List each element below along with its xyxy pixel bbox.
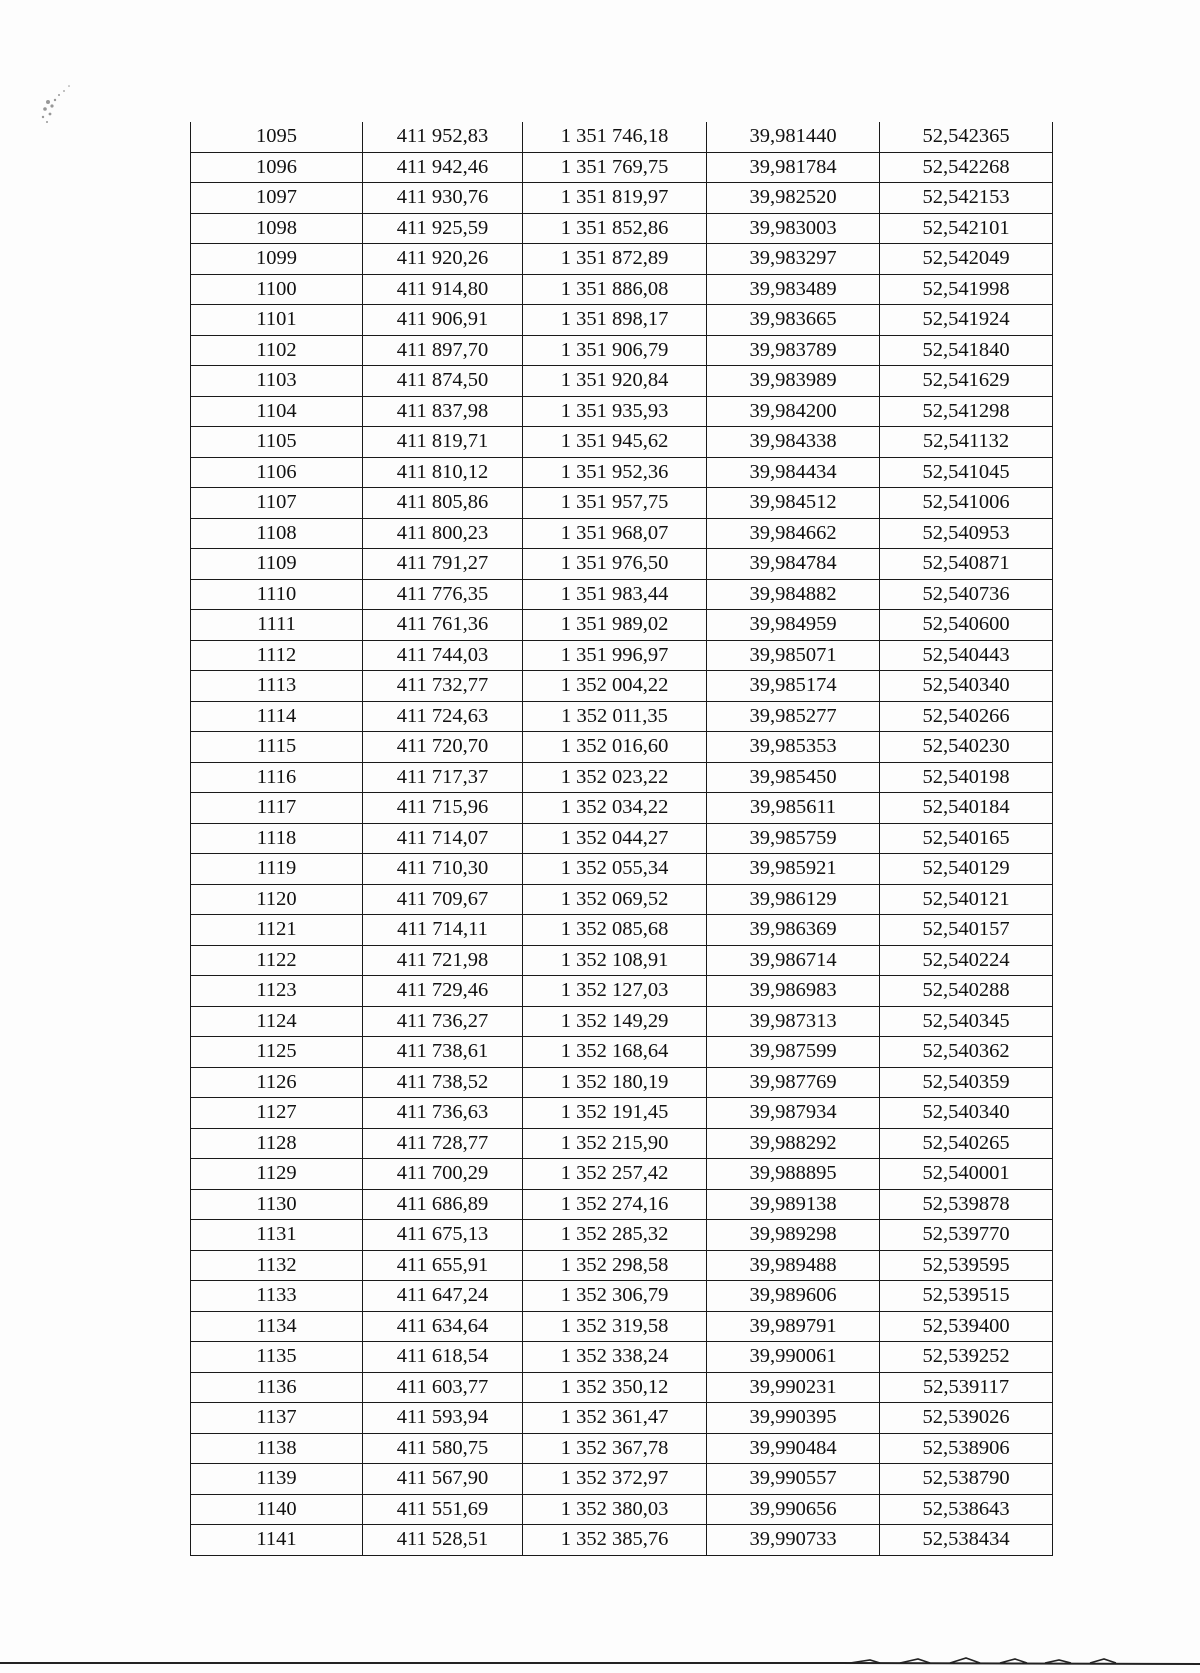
longitude-cell: 52,540001: [880, 1159, 1053, 1190]
longitude-cell: 52,542153: [880, 183, 1053, 214]
longitude-cell: 52,540121: [880, 884, 1053, 915]
point-number-cell: 1140: [191, 1494, 363, 1525]
longitude-cell: 52,540224: [880, 945, 1053, 976]
table-row: [191, 823, 1053, 854]
x-coordinate-cell: 411 717,37: [363, 762, 523, 793]
y-coordinate-cell: 1 351 952,36: [523, 457, 707, 488]
point-number-cell: 1120: [191, 884, 363, 915]
x-coordinate-cell: 411 580,75: [363, 1433, 523, 1464]
latitude-cell: 39,987934: [707, 1098, 880, 1129]
x-coordinate-cell: 411 897,70: [363, 335, 523, 366]
x-coordinate-cell: 411 874,50: [363, 366, 523, 397]
x-coordinate-cell: 411 805,86: [363, 488, 523, 519]
x-coordinate-cell: 411 819,71: [363, 427, 523, 458]
latitude-cell: 39,984662: [707, 518, 880, 549]
point-number-cell: 1111: [191, 610, 363, 641]
latitude-cell: 39,984434: [707, 457, 880, 488]
point-number-cell: 1101: [191, 305, 363, 336]
longitude-cell: 52,540340: [880, 1098, 1053, 1129]
latitude-cell: 39,987599: [707, 1037, 880, 1068]
point-number-cell: 1134: [191, 1311, 363, 1342]
y-coordinate-cell: 1 351 886,08: [523, 274, 707, 305]
y-coordinate-cell: 1 352 044,27: [523, 823, 707, 854]
longitude-cell: 52,539117: [880, 1372, 1053, 1403]
x-coordinate-cell: 411 647,24: [363, 1281, 523, 1312]
longitude-cell: 52,541840: [880, 335, 1053, 366]
latitude-cell: 39,984959: [707, 610, 880, 641]
table-row: [191, 1189, 1053, 1220]
point-number-cell: 1128: [191, 1128, 363, 1159]
longitude-cell: 52,539515: [880, 1281, 1053, 1312]
y-coordinate-cell: 1 351 906,79: [523, 335, 707, 366]
point-number-cell: 1116: [191, 762, 363, 793]
longitude-cell: 52,541924: [880, 305, 1053, 336]
longitude-cell: 52,540184: [880, 793, 1053, 824]
table-row: [191, 1159, 1053, 1190]
y-coordinate-cell: 1 351 945,62: [523, 427, 707, 458]
point-number-cell: 1129: [191, 1159, 363, 1190]
latitude-cell: 39,986983: [707, 976, 880, 1007]
y-coordinate-cell: 1 352 274,16: [523, 1189, 707, 1220]
point-number-cell: 1123: [191, 976, 363, 1007]
latitude-cell: 39,989488: [707, 1250, 880, 1281]
y-coordinate-cell: 1 352 168,64: [523, 1037, 707, 1068]
table-row: [191, 1494, 1053, 1525]
longitude-cell: 52,538643: [880, 1494, 1053, 1525]
x-coordinate-cell: 411 709,67: [363, 884, 523, 915]
x-coordinate-cell: 411 736,27: [363, 1006, 523, 1037]
point-number-cell: 1119: [191, 854, 363, 885]
x-coordinate-cell: 411 721,98: [363, 945, 523, 976]
longitude-cell: 52,539252: [880, 1342, 1053, 1373]
latitude-cell: 39,986369: [707, 915, 880, 946]
point-number-cell: 1118: [191, 823, 363, 854]
y-coordinate-cell: 1 352 338,24: [523, 1342, 707, 1373]
y-coordinate-cell: 1 352 108,91: [523, 945, 707, 976]
table-row: [191, 457, 1053, 488]
table-row: [191, 1128, 1053, 1159]
longitude-cell: 52,540198: [880, 762, 1053, 793]
table-row: [191, 1311, 1053, 1342]
longitude-cell: 52,541132: [880, 427, 1053, 458]
latitude-cell: 39,982520: [707, 183, 880, 214]
longitude-cell: 52,542365: [880, 122, 1053, 152]
x-coordinate-cell: 411 738,61: [363, 1037, 523, 1068]
point-number-cell: 1105: [191, 427, 363, 458]
y-coordinate-cell: 1 352 361,47: [523, 1403, 707, 1434]
point-number-cell: 1138: [191, 1433, 363, 1464]
longitude-cell: 52,539400: [880, 1311, 1053, 1342]
x-coordinate-cell: 411 593,94: [363, 1403, 523, 1434]
latitude-cell: 39,985611: [707, 793, 880, 824]
longitude-cell: 52,540359: [880, 1067, 1053, 1098]
y-coordinate-cell: 1 352 367,78: [523, 1433, 707, 1464]
y-coordinate-cell: 1 351 920,84: [523, 366, 707, 397]
x-coordinate-cell: 411 738,52: [363, 1067, 523, 1098]
coordinates-table-body: [191, 122, 1053, 1555]
table-row: [191, 1098, 1053, 1129]
longitude-cell: 52,540266: [880, 701, 1053, 732]
latitude-cell: 39,983789: [707, 335, 880, 366]
latitude-cell: 39,990061: [707, 1342, 880, 1373]
table-row: [191, 244, 1053, 275]
y-coordinate-cell: 1 352 306,79: [523, 1281, 707, 1312]
longitude-cell: 52,540340: [880, 671, 1053, 702]
longitude-cell: 52,539595: [880, 1250, 1053, 1281]
point-number-cell: 1100: [191, 274, 363, 305]
y-coordinate-cell: 1 351 996,97: [523, 640, 707, 671]
point-number-cell: 1117: [191, 793, 363, 824]
latitude-cell: 39,988292: [707, 1128, 880, 1159]
y-coordinate-cell: 1 352 149,29: [523, 1006, 707, 1037]
longitude-cell: 52,539770: [880, 1220, 1053, 1251]
latitude-cell: 39,990733: [707, 1525, 880, 1556]
x-coordinate-cell: 411 920,26: [363, 244, 523, 275]
table-row: [191, 183, 1053, 214]
table-row: [191, 1006, 1053, 1037]
x-coordinate-cell: 411 714,11: [363, 915, 523, 946]
latitude-cell: 39,984784: [707, 549, 880, 580]
x-coordinate-cell: 411 714,07: [363, 823, 523, 854]
table-row: [191, 213, 1053, 244]
latitude-cell: 39,985759: [707, 823, 880, 854]
latitude-cell: 39,985921: [707, 854, 880, 885]
table-row: [191, 488, 1053, 519]
x-coordinate-cell: 411 732,77: [363, 671, 523, 702]
point-number-cell: 1136: [191, 1372, 363, 1403]
point-number-cell: 1112: [191, 640, 363, 671]
y-coordinate-cell: 1 352 127,03: [523, 976, 707, 1007]
latitude-cell: 39,981784: [707, 152, 880, 183]
point-number-cell: 1107: [191, 488, 363, 519]
y-coordinate-cell: 1 352 004,22: [523, 671, 707, 702]
table-row: [191, 274, 1053, 305]
point-number-cell: 1133: [191, 1281, 363, 1312]
latitude-cell: 39,985353: [707, 732, 880, 763]
table-row: [191, 1067, 1053, 1098]
point-number-cell: 1122: [191, 945, 363, 976]
latitude-cell: 39,984882: [707, 579, 880, 610]
y-coordinate-cell: 1 351 957,75: [523, 488, 707, 519]
y-coordinate-cell: 1 352 215,90: [523, 1128, 707, 1159]
point-number-cell: 1097: [191, 183, 363, 214]
latitude-cell: 39,990557: [707, 1464, 880, 1495]
table-row: [191, 1220, 1053, 1251]
longitude-cell: 52,538906: [880, 1433, 1053, 1464]
table-row: [191, 518, 1053, 549]
x-coordinate-cell: 411 715,96: [363, 793, 523, 824]
x-coordinate-cell: 411 914,80: [363, 274, 523, 305]
longitude-cell: 52,542268: [880, 152, 1053, 183]
x-coordinate-cell: 411 776,35: [363, 579, 523, 610]
table-row: [191, 610, 1053, 641]
point-number-cell: 1103: [191, 366, 363, 397]
x-coordinate-cell: 411 700,29: [363, 1159, 523, 1190]
latitude-cell: 39,981440: [707, 122, 880, 152]
longitude-cell: 52,541629: [880, 366, 1053, 397]
y-coordinate-cell: 1 351 935,93: [523, 396, 707, 427]
longitude-cell: 52,540871: [880, 549, 1053, 580]
y-coordinate-cell: 1 352 180,19: [523, 1067, 707, 1098]
latitude-cell: 39,985174: [707, 671, 880, 702]
table-row: [191, 427, 1053, 458]
x-coordinate-cell: 411 528,51: [363, 1525, 523, 1556]
y-coordinate-cell: 1 351 968,07: [523, 518, 707, 549]
x-coordinate-cell: 411 810,12: [363, 457, 523, 488]
x-coordinate-cell: 411 744,03: [363, 640, 523, 671]
table-row: [191, 1464, 1053, 1495]
x-coordinate-cell: 411 686,89: [363, 1189, 523, 1220]
x-coordinate-cell: 411 728,77: [363, 1128, 523, 1159]
y-coordinate-cell: 1 351 769,75: [523, 152, 707, 183]
table-row: [191, 1342, 1053, 1373]
y-coordinate-cell: 1 351 989,02: [523, 610, 707, 641]
coordinates-table: [190, 122, 1053, 1556]
point-number-cell: 1115: [191, 732, 363, 763]
table-row: [191, 396, 1053, 427]
table-row: [191, 701, 1053, 732]
longitude-cell: 52,538434: [880, 1525, 1053, 1556]
latitude-cell: 39,987313: [707, 1006, 880, 1037]
latitude-cell: 39,985277: [707, 701, 880, 732]
longitude-cell: 52,540230: [880, 732, 1053, 763]
x-coordinate-cell: 411 634,64: [363, 1311, 523, 1342]
y-coordinate-cell: 1 352 285,32: [523, 1220, 707, 1251]
point-number-cell: 1127: [191, 1098, 363, 1129]
y-coordinate-cell: 1 352 069,52: [523, 884, 707, 915]
y-coordinate-cell: 1 352 023,22: [523, 762, 707, 793]
latitude-cell: 39,983297: [707, 244, 880, 275]
y-coordinate-cell: 1 351 976,50: [523, 549, 707, 580]
point-number-cell: 1132: [191, 1250, 363, 1281]
latitude-cell: 39,984512: [707, 488, 880, 519]
x-coordinate-cell: 411 720,70: [363, 732, 523, 763]
point-number-cell: 1096: [191, 152, 363, 183]
point-number-cell: 1095: [191, 122, 363, 152]
scan-smudge-mark: [28, 62, 88, 152]
longitude-cell: 52,538790: [880, 1464, 1053, 1495]
table-row: [191, 1281, 1053, 1312]
x-coordinate-cell: 411 800,23: [363, 518, 523, 549]
point-number-cell: 1099: [191, 244, 363, 275]
table-row: [191, 884, 1053, 915]
point-number-cell: 1141: [191, 1525, 363, 1556]
latitude-cell: 39,990395: [707, 1403, 880, 1434]
y-coordinate-cell: 1 351 746,18: [523, 122, 707, 152]
longitude-cell: 52,541045: [880, 457, 1053, 488]
point-number-cell: 1124: [191, 1006, 363, 1037]
y-coordinate-cell: 1 351 872,89: [523, 244, 707, 275]
point-number-cell: 1131: [191, 1220, 363, 1251]
latitude-cell: 39,989791: [707, 1311, 880, 1342]
table-row: [191, 1250, 1053, 1281]
table-row: [191, 305, 1053, 336]
x-coordinate-cell: 411 761,36: [363, 610, 523, 641]
x-coordinate-cell: 411 675,13: [363, 1220, 523, 1251]
latitude-cell: 39,986129: [707, 884, 880, 915]
table-row: [191, 366, 1053, 397]
y-coordinate-cell: 1 352 298,58: [523, 1250, 707, 1281]
latitude-cell: 39,990656: [707, 1494, 880, 1525]
latitude-cell: 39,989138: [707, 1189, 880, 1220]
latitude-cell: 39,990231: [707, 1372, 880, 1403]
x-coordinate-cell: 411 618,54: [363, 1342, 523, 1373]
table-row: [191, 671, 1053, 702]
x-coordinate-cell: 411 930,76: [363, 183, 523, 214]
point-number-cell: 1098: [191, 213, 363, 244]
latitude-cell: 39,990484: [707, 1433, 880, 1464]
longitude-cell: 52,539878: [880, 1189, 1053, 1220]
point-number-cell: 1110: [191, 579, 363, 610]
latitude-cell: 39,987769: [707, 1067, 880, 1098]
longitude-cell: 52,540165: [880, 823, 1053, 854]
latitude-cell: 39,983989: [707, 366, 880, 397]
y-coordinate-cell: 1 352 385,76: [523, 1525, 707, 1556]
table-row: [191, 1372, 1053, 1403]
longitude-cell: 52,540345: [880, 1006, 1053, 1037]
y-coordinate-cell: 1 352 016,60: [523, 732, 707, 763]
point-number-cell: 1137: [191, 1403, 363, 1434]
x-coordinate-cell: 411 724,63: [363, 701, 523, 732]
table-row: [191, 1433, 1053, 1464]
latitude-cell: 39,983003: [707, 213, 880, 244]
x-coordinate-cell: 411 710,30: [363, 854, 523, 885]
table-row: [191, 335, 1053, 366]
table-row: [191, 579, 1053, 610]
point-number-cell: 1126: [191, 1067, 363, 1098]
y-coordinate-cell: 1 352 191,45: [523, 1098, 707, 1129]
y-coordinate-cell: 1 352 257,42: [523, 1159, 707, 1190]
table-row: [191, 945, 1053, 976]
longitude-cell: 52,541006: [880, 488, 1053, 519]
footer-rule: [0, 1655, 1200, 1673]
point-number-cell: 1121: [191, 915, 363, 946]
y-coordinate-cell: 1 352 350,12: [523, 1372, 707, 1403]
point-number-cell: 1108: [191, 518, 363, 549]
y-coordinate-cell: 1 352 380,03: [523, 1494, 707, 1525]
point-number-cell: 1102: [191, 335, 363, 366]
point-number-cell: 1114: [191, 701, 363, 732]
x-coordinate-cell: 411 925,59: [363, 213, 523, 244]
latitude-cell: 39,983665: [707, 305, 880, 336]
table-row: [191, 854, 1053, 885]
latitude-cell: 39,985450: [707, 762, 880, 793]
longitude-cell: 52,540265: [880, 1128, 1053, 1159]
point-number-cell: 1113: [191, 671, 363, 702]
longitude-cell: 52,541998: [880, 274, 1053, 305]
x-coordinate-cell: 411 603,77: [363, 1372, 523, 1403]
table-row: [191, 915, 1053, 946]
y-coordinate-cell: 1 352 085,68: [523, 915, 707, 946]
x-coordinate-cell: 411 942,46: [363, 152, 523, 183]
x-coordinate-cell: 411 567,90: [363, 1464, 523, 1495]
point-number-cell: 1104: [191, 396, 363, 427]
latitude-cell: 39,984200: [707, 396, 880, 427]
point-number-cell: 1130: [191, 1189, 363, 1220]
y-coordinate-cell: 1 352 319,58: [523, 1311, 707, 1342]
longitude-cell: 52,542101: [880, 213, 1053, 244]
latitude-cell: 39,985071: [707, 640, 880, 671]
y-coordinate-cell: 1 352 055,34: [523, 854, 707, 885]
table-row: [191, 793, 1053, 824]
x-coordinate-cell: 411 906,91: [363, 305, 523, 336]
point-number-cell: 1135: [191, 1342, 363, 1373]
table-row: [191, 1037, 1053, 1068]
y-coordinate-cell: 1 351 852,86: [523, 213, 707, 244]
x-coordinate-cell: 411 837,98: [363, 396, 523, 427]
latitude-cell: 39,989298: [707, 1220, 880, 1251]
x-coordinate-cell: 411 952,83: [363, 122, 523, 152]
point-number-cell: 1109: [191, 549, 363, 580]
table-row: [191, 549, 1053, 580]
y-coordinate-cell: 1 352 372,97: [523, 1464, 707, 1495]
latitude-cell: 39,988895: [707, 1159, 880, 1190]
longitude-cell: 52,540157: [880, 915, 1053, 946]
table-row: [191, 976, 1053, 1007]
x-coordinate-cell: 411 551,69: [363, 1494, 523, 1525]
point-number-cell: 1125: [191, 1037, 363, 1068]
x-coordinate-cell: 411 736,63: [363, 1098, 523, 1129]
latitude-cell: 39,989606: [707, 1281, 880, 1312]
longitude-cell: 52,540600: [880, 610, 1053, 641]
y-coordinate-cell: 1 352 034,22: [523, 793, 707, 824]
longitude-cell: 52,539026: [880, 1403, 1053, 1434]
y-coordinate-cell: 1 351 983,44: [523, 579, 707, 610]
table-row: [191, 1525, 1053, 1556]
table-row: [191, 762, 1053, 793]
x-coordinate-cell: 411 791,27: [363, 549, 523, 580]
longitude-cell: 52,540288: [880, 976, 1053, 1007]
point-number-cell: 1106: [191, 457, 363, 488]
table-row: [191, 732, 1053, 763]
latitude-cell: 39,983489: [707, 274, 880, 305]
y-coordinate-cell: 1 352 011,35: [523, 701, 707, 732]
longitude-cell: 52,540443: [880, 640, 1053, 671]
longitude-cell: 52,540953: [880, 518, 1053, 549]
table-row: [191, 152, 1053, 183]
y-coordinate-cell: 1 351 819,97: [523, 183, 707, 214]
longitude-cell: 52,542049: [880, 244, 1053, 275]
latitude-cell: 39,986714: [707, 945, 880, 976]
longitude-cell: 52,540362: [880, 1037, 1053, 1068]
x-coordinate-cell: 411 655,91: [363, 1250, 523, 1281]
point-number-cell: 1139: [191, 1464, 363, 1495]
table-row: [191, 1403, 1053, 1434]
table-row: [191, 640, 1053, 671]
latitude-cell: 39,984338: [707, 427, 880, 458]
x-coordinate-cell: 411 729,46: [363, 976, 523, 1007]
longitude-cell: 52,540736: [880, 579, 1053, 610]
table-row: [191, 122, 1053, 152]
y-coordinate-cell: 1 351 898,17: [523, 305, 707, 336]
longitude-cell: 52,540129: [880, 854, 1053, 885]
longitude-cell: 52,541298: [880, 396, 1053, 427]
